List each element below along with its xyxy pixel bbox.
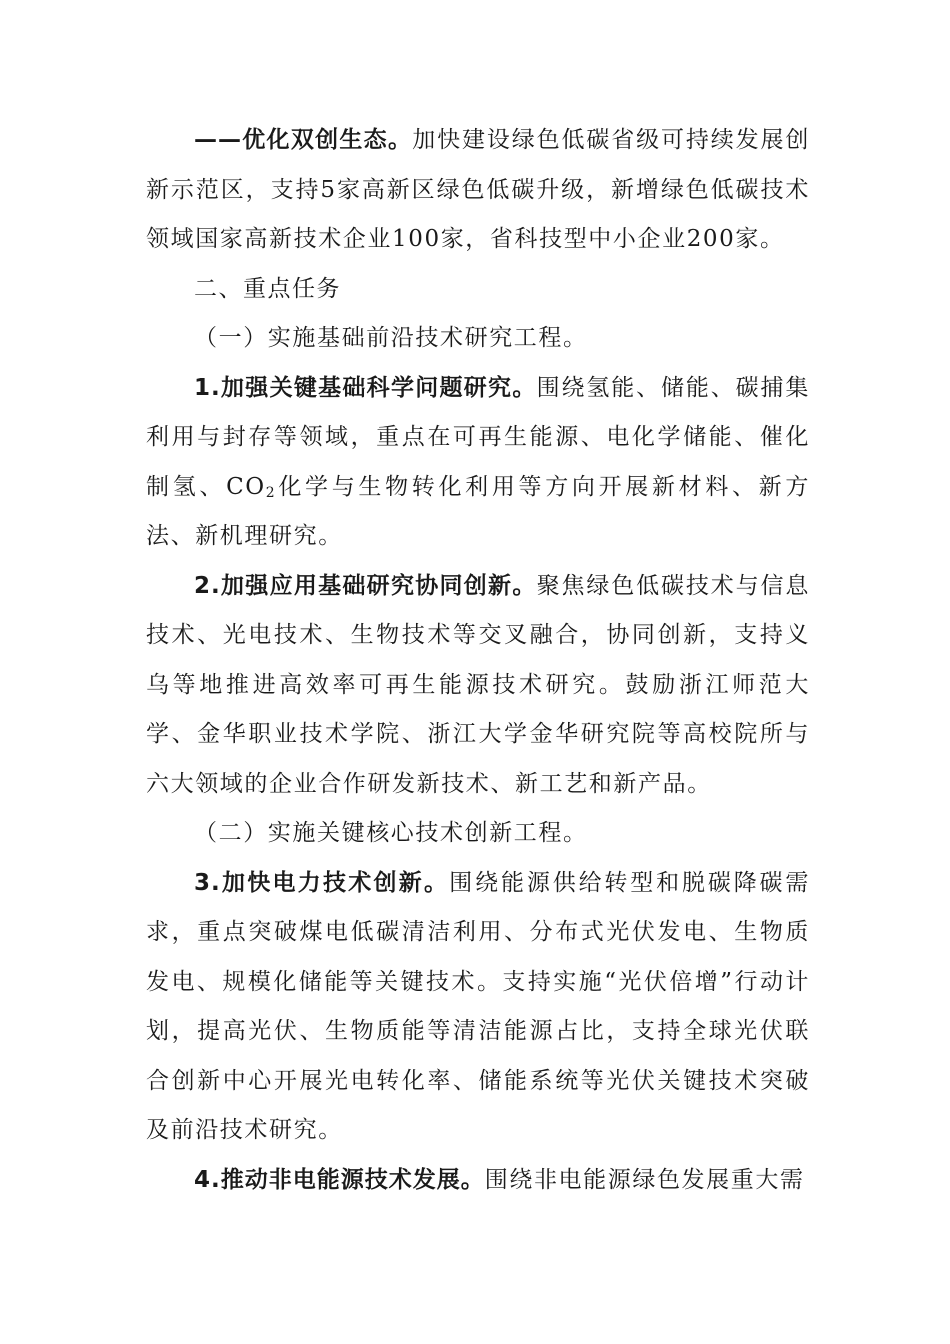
paragraph-text: 围绕氢能、储能、碳捕集利用与封存等领域，重点在可再生能源、电化学储能、催化制氢、CO	[146, 374, 810, 500]
paragraph-lead: 1.加强关键基础科学问题研究。	[194, 374, 537, 401]
paragraph-item-4	[146, 1156, 810, 1206]
paragraph-item-1	[146, 364, 810, 562]
paragraph-item-3	[146, 859, 810, 1156]
section-heading: 二、重点任务	[194, 275, 341, 302]
document-body	[146, 116, 810, 1205]
paragraph-text-continued: 化学与生物转化利用等方向开展新材料、新方法、新机理研究。	[146, 473, 810, 549]
subscript-2: 2	[265, 484, 277, 501]
paragraph-text: 围绕非电能源绿色发展重大需	[484, 1166, 805, 1193]
paragraph-optimize-ecosystem	[146, 116, 810, 265]
paragraph-item-2	[146, 562, 810, 810]
subsection-heading-1: （一）实施基础前沿技术研究工程。	[194, 325, 588, 351]
paragraph-lead: ——优化双创生态。	[194, 127, 413, 153]
paragraph-lead: 3.加快电力技术创新。	[194, 869, 450, 896]
paragraph-text: 围绕能源供给转型和脱碳降碳需求，重点突破煤电低碳清洁利用、分布式光伏发电、生物质发电、规模化储能等关键技术。支持实施“光伏倍增”行动计划，提高光伏、生物质能等清洁能源占比，支持全球光伏联合创新中心开展光电转化率、储能系统等光伏关键技术突破及前沿技术研究。	[146, 869, 810, 1143]
paragraph-lead: 2.加强应用基础研究协同创新。	[194, 572, 537, 599]
subsection-heading-2: （二）实施关键核心技术创新工程。	[194, 820, 588, 846]
paragraph-text: 加快建设绿色低碳省级可持续发展创新示范区，支持5家高新区绿色低碳升级，新增绿色低碳技术领域国家高新技术企业100家，省科技型中小企业200家。	[146, 127, 811, 252]
paragraph-text: 聚焦绿色低碳技术与信息技术、光电技术、生物技术等交叉融合，协同创新，支持义乌等地推进高效率可再生能源技术研究。鼓励浙江师范大学、金华职业技术学院、浙江大学金华研究院等高校院所与六大领域的企业合作研发新技术、新工艺和新产品。	[146, 572, 810, 797]
paragraph-lead: 4.推动非电能源技术发展。	[194, 1166, 485, 1193]
